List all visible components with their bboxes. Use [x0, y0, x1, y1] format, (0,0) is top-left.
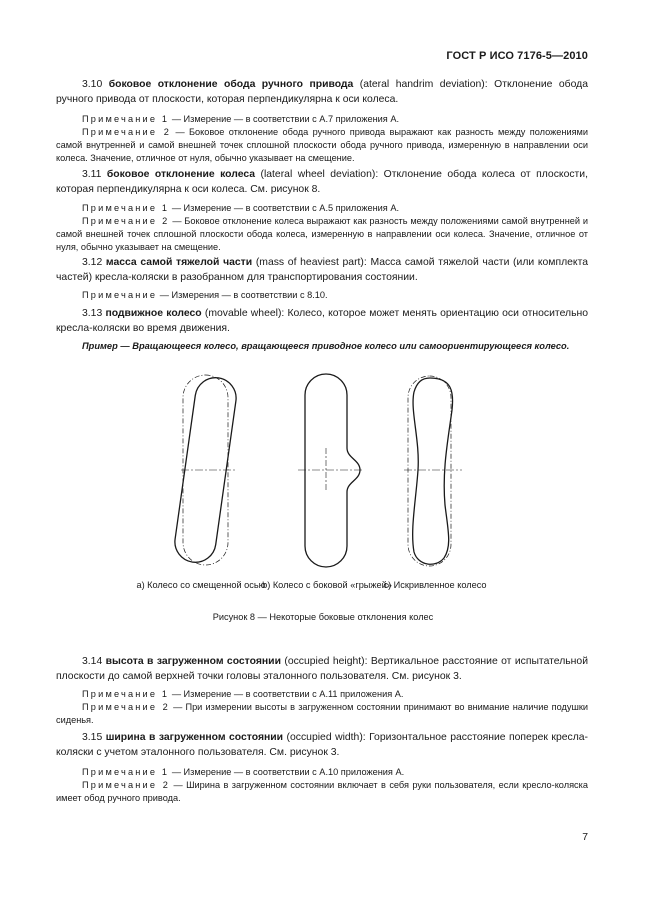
- note-text: — Боковое отклонение колеса выражают как разность между положениями самой внутренней и самой внешней точек сплошной плоскости обода колеса, измеренную в направлении оси колеса. Значение, отличное от нуля, обычно указывает на смещение.: [56, 216, 588, 253]
- note-label: Примечание 2: [82, 216, 170, 226]
- term: масса самой тяжелой части: [105, 257, 253, 268]
- wheel-lateral-bulge: [298, 374, 362, 567]
- note-text: — Измерение — в соответствии с А.7 приложения А.: [171, 114, 400, 124]
- note-text: — Измерения — в соответствии с 8.10.: [159, 290, 328, 300]
- example-text: Пример — Вращающееся колесо, вращающееся приводное колесо или самоориентирующееся колесо.: [82, 341, 570, 351]
- note-label: Примечание 2: [82, 127, 172, 137]
- note-3-15-2: [56, 779, 588, 805]
- section-3-15: [56, 730, 588, 760]
- note-text: — Измерение — в соответствии с А.11 приложения А.: [171, 689, 404, 699]
- definition: (movable wheel): Колесо, которое может менять ориентацию оси относительно кресла-коляски во время движения.: [56, 308, 588, 335]
- section-3-10: [56, 77, 588, 107]
- definition: (occupied height): Вертикальное расстояние от испытательной плоскости до самой верхней точки головы эталонного пользователя. См. рисунок 3.: [56, 656, 589, 683]
- note-3-11-1: [56, 202, 588, 215]
- note-label: Примечание 2: [82, 780, 171, 790]
- term: ширина в загруженном состоянии: [105, 732, 284, 743]
- section-3-11: [56, 167, 588, 197]
- wheel-offset-axis: [172, 375, 238, 565]
- definition: (lateral wheel deviation): Отклонение обода колеса от плоскости, которая перпендикулярна к оси колеса. См. рисунок 8.: [56, 169, 588, 196]
- term: высота в загруженном состоянии: [105, 656, 281, 667]
- definition: (occupied width): Горизонтальное расстояние поперек кресла-коляски с учетом эталонного пользователя. См. рисунок 3.: [56, 732, 589, 759]
- note-text: — Боковое отклонение обода ручного привода выражают как разность между положениями самой внутренней и самой внешней точек сплошной плоскости обода ручного привода, измеренную в направлении оси колеса. Значение, отличное от нуля, обычно указывает на смещение.: [56, 127, 589, 164]
- caption-c: c) Искривленное колесо: [383, 580, 487, 590]
- note-label: Примечание 1: [82, 767, 170, 777]
- note-3-10-2: [56, 126, 588, 166]
- note-text: — При измерении высоты в загруженном состоянии принимают во внимание наличие подушки сиденья.: [56, 702, 588, 726]
- term: подвижное колесо: [105, 308, 202, 319]
- note-label: Примечание 2: [82, 702, 170, 712]
- term: боковое отклонение обода ручного привода: [108, 79, 354, 90]
- standard-header: ГОСТ Р ИСО 7176-5—2010: [446, 50, 588, 62]
- note-3-14-2: [56, 701, 588, 727]
- term: боковое отклонение колеса: [106, 169, 256, 180]
- figure-8-wheels: [0, 350, 646, 580]
- note-label: Примечание 1: [82, 203, 170, 213]
- note-3-14-1: [56, 688, 588, 701]
- section-3-12: [56, 255, 588, 285]
- wheel-bent: [404, 376, 462, 566]
- page-number: 7: [582, 832, 588, 843]
- section-number: 3.12: [82, 257, 103, 268]
- section-number: 3.14: [82, 656, 103, 667]
- note-text: — Ширина в загруженном состоянии включает в себя руки пользователя, если кресло-коляска имеет обод ручного привода.: [56, 780, 588, 804]
- figure-title: Рисунок 8 — Некоторые боковые отклонения колес: [212, 612, 434, 622]
- note-3-11-2: [56, 215, 588, 255]
- note-label: Примечание 1: [82, 689, 170, 699]
- section-3-13: [56, 306, 588, 336]
- note-3-12: [56, 289, 588, 302]
- section-3-14: [56, 654, 588, 684]
- note-3-15-1: [56, 766, 588, 779]
- definition: (ateral handrim deviation): Отклонение обода ручного привода от плоскости, которая перпендикулярна к оси колеса.: [56, 79, 588, 106]
- section-number: 3.11: [82, 169, 102, 180]
- section-number: 3.13: [82, 308, 103, 319]
- caption-a: а) Колесо со смещенной осью: [136, 580, 266, 590]
- section-number: 3.10: [82, 79, 103, 90]
- note-3-10-1: [56, 113, 588, 126]
- note-label: Примечание 1: [82, 114, 170, 124]
- note-label: Примечание: [82, 290, 158, 300]
- note-text: — Измерение — в соответствии с А.10 приложения А.: [171, 767, 405, 777]
- caption-b: b) Колесо с боковой «грыжей»: [262, 580, 392, 590]
- note-text: — Измерение — в соответствии с А.5 приложения А.: [171, 203, 400, 213]
- definition: (mass of heaviest part): Масса самой тяжелой части (или комплекта частей) кресла-коляски в разобранном для транспортирования состоянии.: [56, 257, 588, 284]
- section-number: 3.15: [82, 732, 103, 743]
